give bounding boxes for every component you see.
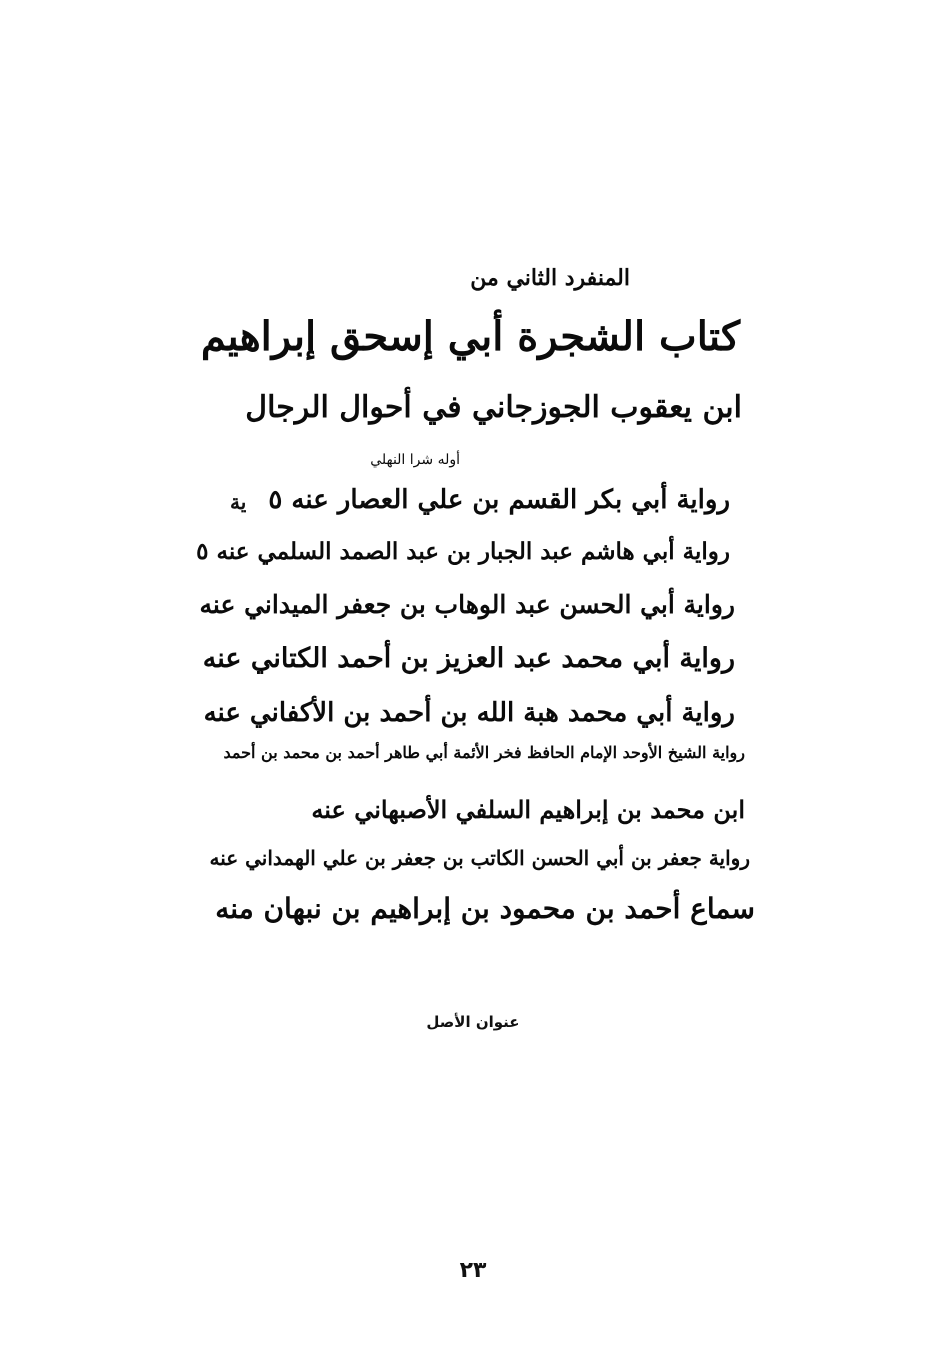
manuscript-line: رواية أبي محمد عبد العزيز بن أحمد الكتاني عنه	[202, 643, 735, 674]
manuscript-title: كتاب الشجرة أبي إسحق إبراهيم	[200, 313, 740, 360]
manuscript-samaa-line: سماع أحمد بن محمود بن إبراهيم بن نبهان منه	[215, 892, 755, 925]
page-number: ٢٣	[459, 1258, 487, 1283]
manuscript-line: ابن محمد بن إبراهيم السلفي الأصبهاني عنه	[311, 795, 745, 824]
manuscript-line: رواية جعفر بن أبي الحسن الكاتب بن جعفر بن علي الهمداني عنه	[209, 846, 750, 870]
manuscript-subtitle: ابن يعقوب الجوزجاني في أحوال الرجال	[245, 390, 742, 425]
manuscript-line: رواية الشيخ الأوحد الإمام الحافظ فخر الأئمة أبي طاهر أحمد بن محمد بن أحمد	[223, 743, 745, 762]
margin-mark: ية	[230, 490, 247, 514]
manuscript-side-note: أوله شرا النهلي	[370, 452, 460, 468]
figure-caption: عنوان الأصل	[426, 1013, 520, 1031]
manuscript-line: رواية أبي الحسن عبد الوهاب بن جعفر الميداني عنه	[199, 590, 735, 619]
manuscript-line: رواية أبي محمد هبة الله بن أحمد بن الأكفاني عنه	[203, 698, 735, 728]
manuscript-line: رواية أبي بكر القسم بن علي العصار عنه ٥	[268, 485, 730, 515]
manuscript-title-page	[196, 255, 760, 975]
manuscript-line: رواية أبي هاشم عبد الجبار بن عبد الصمد السلمي عنه ٥	[196, 538, 730, 565]
manuscript-top-note: المنفرد الثاني من	[470, 265, 630, 291]
